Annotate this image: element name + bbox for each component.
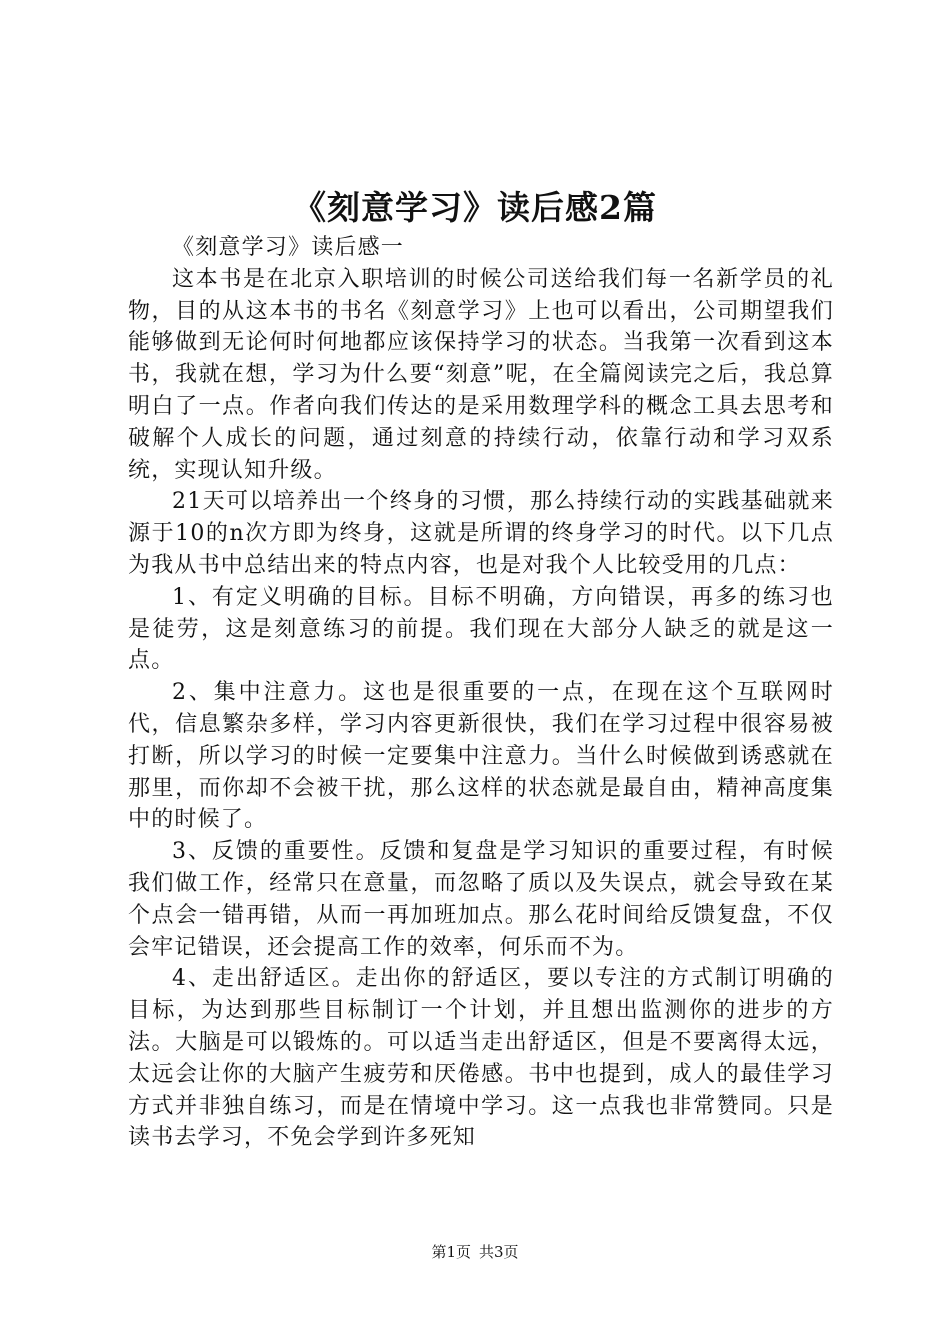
document-title: 《刻意学习》读后感2篇 [293,188,657,227]
paragraph: 4、走出舒适区。走出你的舒适区，要以专注的方式制订明确的目标，为达到那些目标制订一个计划，并且想出监测你的进步的方法。大脑是可以锻炼的。可以适当走出舒适区，但是不要离得太远，太远会让你的大脑产生疲劳和厌倦感。书中也提到，成人的最佳学习方式并非独自练习，而是在情境中学习。这一点我也非常赞同。只是读书去学习，不免会学到许多死知 [128,966,834,1151]
document-body [128,232,834,1154]
paragraph: 2、集中注意力。这也是很重要的一点，在现在这个互联网时代，信息繁杂多样，学习内容更新很快，我们在学习过程中很容易被打断，所以学习的时候一定要集中注意力。当什么时候做到诱惑就在那里，而你却不会被干扰，那么这样的状态就是最自由，精神高度集中的时候了。 [128,680,834,833]
paragraph: 这本书是在北京入职培训的时候公司送给我们每一名新学员的礼物，目的从这本书的书名《刻意学习》上也可以看出，公司期望我们能够做到无论何时何地都应该保持学习的状态。当我第一次看到这本书，我就在想，学习为什么要“刻意”呢，在全篇阅读完之后，我总算明白了一点。作者向我们传达的是采用数理学科的概念工具去思考和破解个人成长的问题，通过刻意的持续行动，依靠行动和学习双系统，实现认知升级。 [128,266,834,483]
paragraph: 1、有定义明确的目标。目标不明确，方向错误，再多的练习也是徒劳，这是刻意练习的前提。我们现在大部分人缺乏的就是这一点。 [128,584,834,674]
section-heading: 《刻意学习》读后感一 [172,235,405,260]
page-total: 共3页 [479,1243,519,1261]
page-footer [0,1240,950,1264]
page-number: 第1页 [431,1243,471,1261]
paragraph: 3、反馈的重要性。反馈和复盘是学习知识的重要过程，有时候我们做工作，经常只在意量，而忽略了质以及失误点，就会导致在某个点会一错再错，从而一再加班加点。那么花时间给反馈复盘，不仅会牢记错误，还会提高工作的效率，何乐而不为。 [128,839,834,960]
paragraph: 21天可以培养出一个终身的习惯，那么持续行动的实践基础就来源于10的n次方即为终身，这就是所谓的终身学习的时代。以下几点为我从书中总结出来的特点内容，也是对我个人比较受用的几点： [128,489,834,578]
